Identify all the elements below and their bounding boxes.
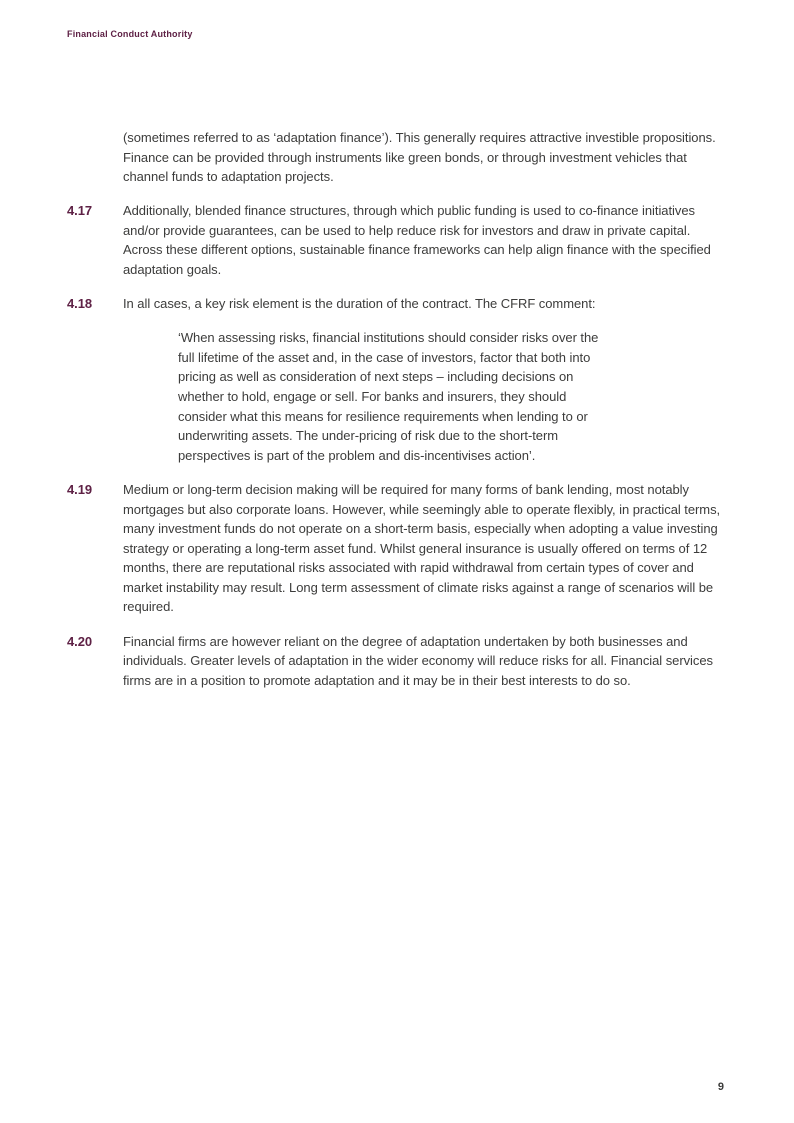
paragraph-text: Additionally, blended finance structures, through which public funding is used to co-finance initiatives and/or provide guarantees, can be used to help reduce risk for investors and draw in private capital. Across these different options, sustainable finance frameworks can help align finance with the specified adaptation goals. <box>123 203 711 278</box>
paragraph-4-17 <box>67 201 729 279</box>
paragraph-4-18 <box>67 294 729 314</box>
paragraph-text: Financial firms are however reliant on the degree of adaptation undertaken by both businesses and individuals. Greater levels of adaptation in the wider economy will reduce risks for all. Financial services firms are in a position to promote adaptation and it may be in their best interests to do so. <box>123 633 713 688</box>
page-number: 9 <box>717 1081 724 1093</box>
document-body <box>67 128 729 705</box>
paragraph-text: In all cases, a key risk element is the duration of the contract. The CFRF comment: <box>123 296 596 312</box>
paragraph-number: 4.20 <box>67 633 93 649</box>
paragraph-4-20 <box>67 632 729 691</box>
paragraph-intro-continuation <box>67 128 729 187</box>
paragraph-4-19 <box>67 480 729 617</box>
paragraph-number: 4.19 <box>67 481 93 497</box>
paragraph-text: (sometimes referred to as ‘adaptation finance’). This generally requires attractive investible propositions. Finance can be provided through instruments like green bonds, or through investment vehicles that channel funds to adaptation projects. <box>123 130 716 185</box>
paragraph-number: 4.18 <box>67 296 93 312</box>
doc-header-org: Financial Conduct Authority <box>67 29 193 39</box>
paragraph-number: 4.17 <box>67 203 93 219</box>
blockquote-cfrf-comment: ‘When assessing risks, financial institutions should consider risks over the full lifetime of the asset and, in the case of investors, factor that both into pricing as well as consideration of next steps – including decisions on whether to hold, engage or sell. For banks and insurers, they should consider what this means for resilience requirements when lending to or underwriting assets. The under-pricing of risk due to the short-term perspectives is part of the problem and dis-incentivises action’. <box>178 330 599 463</box>
paragraph-text: Medium or long-term decision making will be required for many forms of bank lending, most notably mortgages but also corporate loans. However, while seemingly able to operate flexibly, in practical terms, many investment funds do not operate on a short-term basis, especially when adopting a value investing strategy or operating a long-term asset fund. Whilst general insurance is usually offered on terms of 12 months, there are reputational risks associated with rapid withdrawal from certain types of cover and market instability may result. Long term assessment of climate risks against a range of scenarios will be required. <box>123 481 721 615</box>
